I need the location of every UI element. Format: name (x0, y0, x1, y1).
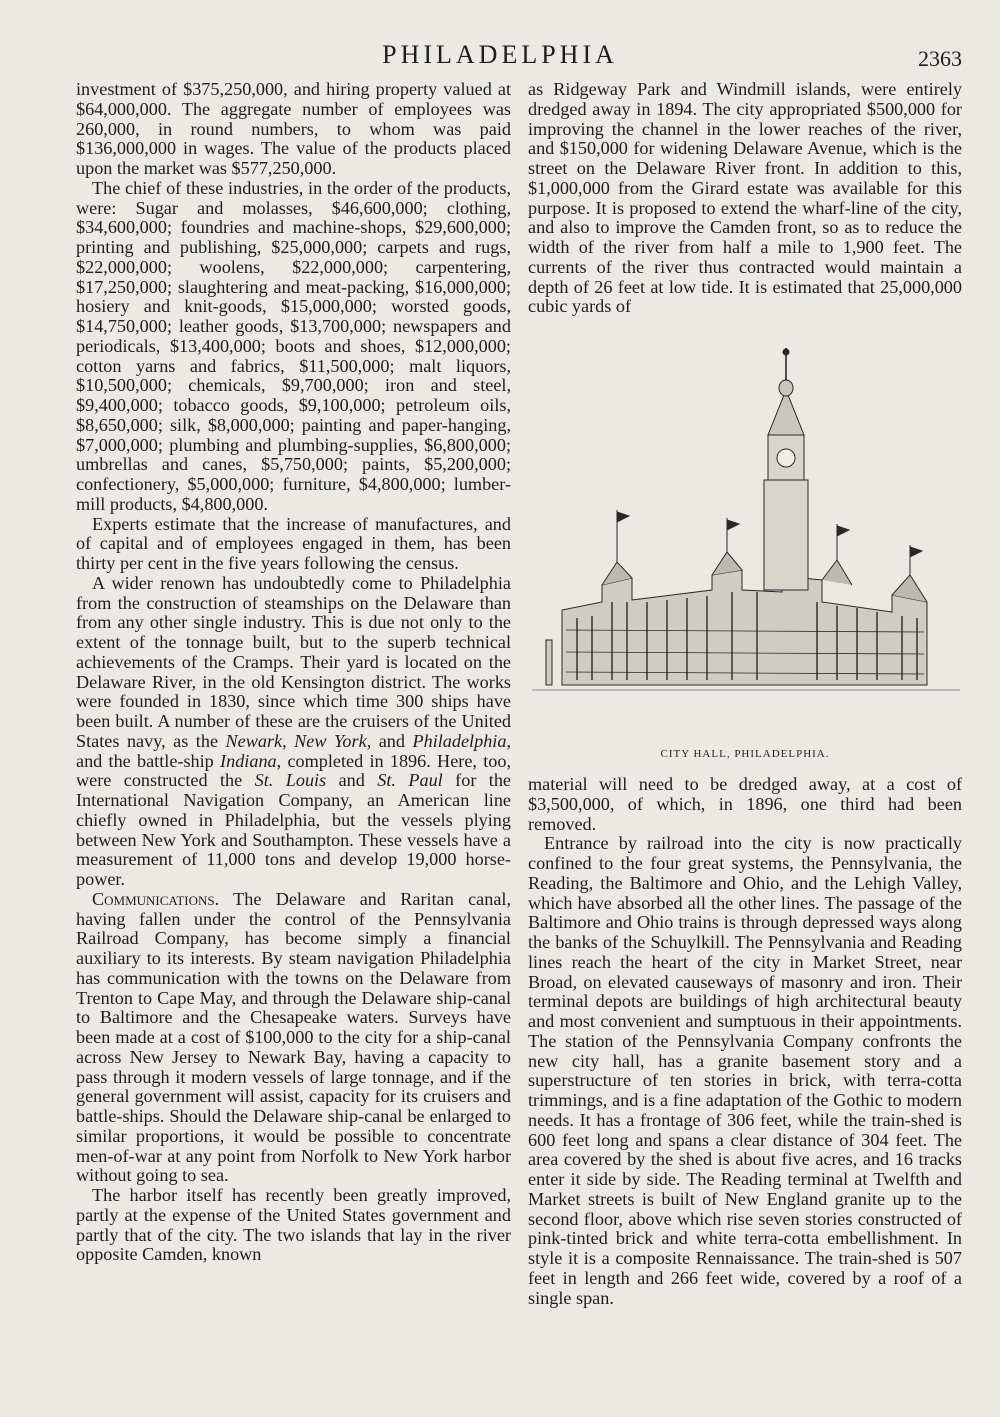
text-run: and (326, 770, 378, 791)
paragraph-communications (76, 890, 511, 1186)
ship-name: New York (294, 730, 367, 751)
page-number: 2363 (918, 46, 962, 71)
paragraph-railroads: Entrance by railroad into the city is now practically confined to the four great systems, the Pennsylvania, the Reading, the Baltimore and Ohio, and the Lehigh Valley, which have absorbed all the other lines. The passage of the Baltimore and Ohio trains is through depressed ways along the banks of the Schuylkill. The Pennsylvania and Reading lines reach the heart of the city in Market Street, near Broad, on elevated causeways of masonry and iron. Their terminal depots are buildings of high architectural beauty and most convenient and sumptuous in their appointments. The station of the Pennsylvania Company confronts the new city hall, has a granite basement story and a superstructure of ten stories in brick, with terra-cotta trimmings, and is a fine adaptation of the Gothic to modern needs. It has a frontage of 306 feet, while the train-shed is 600 feet long and spans a clear distance of 304 feet. The area covered by the shed is about five acres, and 16 tracks enter it side by side. The Reading terminal at Twelfth and Market streets is built of New England granite up to the second floor, above which rise seven stories constructed of pink-tinted brick and white terra-cotta embellishment. In style it is a composite Rennaissance. The train-shed is 507 feet in length and 266 feet wide, covered by a roof of a single span. (528, 833, 962, 1308)
paragraph-dredging: as Ridgeway Park and Windmill islands, were entirely dredged away in 1894. The city appropriated $500,000 for improving the channel in the lower reaches of the river, and $150,000 for widening Delaware Avenue, which is the street on the Delaware River front. In addition to this, $1,000,000 from the Girard estate was available for this purpose. It is proposed to extend the wharf-line of the city, and also to improve the Camden front, so as to reduce the width of the river from half a mile to 1,900 feet. The currents of the river thus contracted would maintain a depth of 26 feet at low tide. It is estimated that 25,000,000 cubic yards of (528, 79, 962, 317)
text-run: , and (366, 730, 413, 751)
ship-name: Indiana (220, 750, 277, 771)
text-run: The Delaware and Raritan canal, having fallen under the control of the Pennsylvania Railroad Company, has become simply a financial auxiliary to its interests. By steam navigation Philadelphia has communication with the towns on the Delaware from Trenton to Cape May, and through the Delaware ship-canal to Baltimore and the Chesapeake waters. Surveys have been made at a cost of $100,000 to the city for a ship-canal across New Jersey to Newark Bay, having a capacity to pass through it modern vessels of large tonnage, and if the general government will assist, capacity for its cruisers and battle-ships. Should the Delaware ship-canal be enlarged to similar proportions, it would be possible to concentrate men-of-war at any point from Norfolk to New York harbor without going to sea. (76, 888, 511, 1186)
text-run: , and the battle-ship (76, 730, 511, 771)
ship-name: Newark (225, 730, 283, 751)
city-hall-illustration (532, 340, 960, 738)
paragraph-shipbuilding (76, 574, 511, 890)
paragraph-dredging-cost: material will need to be dredged away, at a cost of $3,500,000, of which, in 1896, one third had been removed. (528, 774, 962, 834)
text-run: for the International Navigation Company, an American line chiefly owned in Philadelphia, but the vessels plying between New York and Southampton. These vessels have a measurement of 11,000 tons and develop 19,000 horse-power. (76, 770, 512, 889)
text-run: A wider renown has undoubtedly come to Philadelphia from the construction of steamships on the Delaware than from any other single industry. This is due not only to the extent of the tonnage built, but to the superb technical achievements of the Cramps. Their yard is located on the Delaware River, in the old Kensington district. The works were founded in 1830, since which time 300 ships have been built. A number of these are the cruisers of the United States navy, as the (76, 572, 511, 751)
paragraph-experts: Experts estimate that the increase of manufactures, and of capital and of employees engaged in them, has been thirty per cent in the five years following the census. (76, 513, 511, 573)
ship-name: St. Louis (254, 770, 327, 791)
ship-name: Philadelphia (412, 730, 507, 751)
paragraph-industries: The chief of these industries, in the order of the products, were: Sugar and molasses, $46,600,000; clothing, $34,600,000; foundries and machine-shops, $29,600,000; printing and publishing, $25,000,000; carpets and rugs, $22,000,000; woolens, $22,000,000; carpentering, $17,250,000; slaughtering and meat-packing, $16,000,000; hosiery and knit-goods, $15,000,000; worsted goods, $14,750,000; leather goods, $13,700,000; newspapers and periodicals, $13,400,000; boots and shoes, $12,000,000; cotton yarns and fabrics, $11,500,000; malt liquors, $10,500,000; chemicals, $9,700,000; iron and steel, $9,400,000; tobacco goods, $9,100,000; petroleum oils, $8,650,000; silk, $8,000,000; painting and paper-hanging, $7,000,000; plumbing and plumbing-supplies, $6,800,000; umbrellas and canes, $5,750,000; paints, $5,200,000; confectionery, $5,000,000; furniture, $4,800,000; lumber-mill products, $4,800,000. (76, 177, 511, 514)
right-column-top (528, 80, 962, 317)
running-head-title: PHILADELPHIA (382, 40, 618, 69)
section-heading: Communications. (92, 888, 220, 909)
left-column (76, 80, 511, 1265)
paragraph-investment: investment of $375,250,000, and hiring property valued at $64,000,000. The aggregate number of employees was 260,000, in round numbers, to whom was paid $136,000,000 in wages. The value of the products placed upon the market was $577,250,000. (76, 79, 511, 178)
text-run: , completed in 1896. Here, too, were constructed the (76, 750, 511, 791)
ship-name: St. Paul (377, 770, 443, 791)
right-column-bottom (528, 775, 962, 1308)
paragraph-harbor: The harbor itself has recently been greatly improved, partly at the expense of the United States government and partly that of the city. The two islands that lay in the river opposite Camden, known (76, 1185, 511, 1265)
text-run: , (282, 730, 295, 751)
figure-caption: CITY HALL, PHILADELPHIA. (660, 748, 830, 760)
